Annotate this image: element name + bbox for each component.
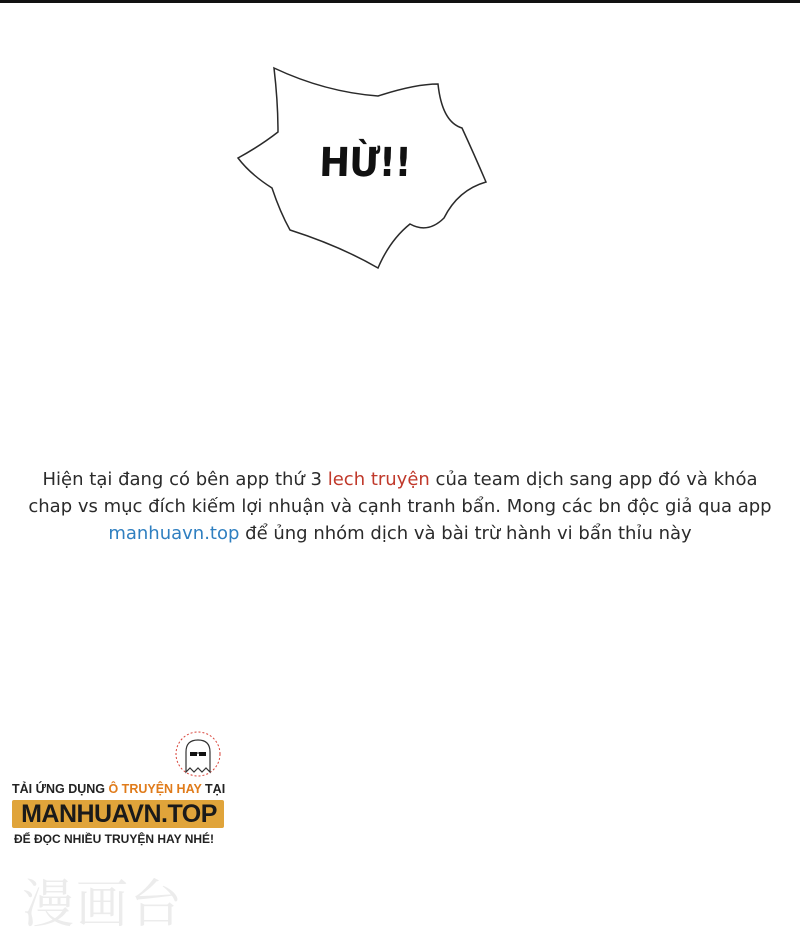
notice-highlight-red: lech truyện <box>327 469 430 490</box>
promo-download-text <box>12 782 232 796</box>
promo-hay: HAY <box>173 782 202 796</box>
promo-line1-start: TẢI ỨNG DỤNG <box>12 782 109 796</box>
notice-line-3-end: để ủng nhóm dịch và bài trừ hành vi bẩn thỉu này <box>239 523 692 544</box>
notice-line-1-start: Hiện tại đang có bên app thứ 3 <box>42 469 328 490</box>
promo-app-name: Ô TRUYỆN <box>108 782 174 796</box>
notice-line-2: chap vs mục đích kiếm lợi nhuận và cạnh tranh bẩn. Mong các bn độc giả qua app <box>28 496 772 517</box>
top-border <box>0 0 800 3</box>
promo-line1-end: TẠI <box>201 782 226 796</box>
promo-banner-site[interactable]: MANHUAVN.TOP <box>21 800 217 828</box>
sound-effect-text: HỪ!! <box>318 140 412 186</box>
notice-line-3 <box>20 520 780 547</box>
promo-tagline: ĐỂ ĐỌC NHIỀU TRUYỆN HAY NHÉ! <box>14 832 215 846</box>
notice-line-1-end: của team dịch sang app đó và khóa <box>429 469 758 490</box>
notice-line-1 <box>20 466 780 493</box>
ghost-mascot-icon <box>170 728 226 784</box>
notice-paragraph <box>20 466 780 547</box>
site-link[interactable]: manhuavn.top <box>108 523 240 544</box>
watermark-text: 漫画台 <box>22 875 185 935</box>
